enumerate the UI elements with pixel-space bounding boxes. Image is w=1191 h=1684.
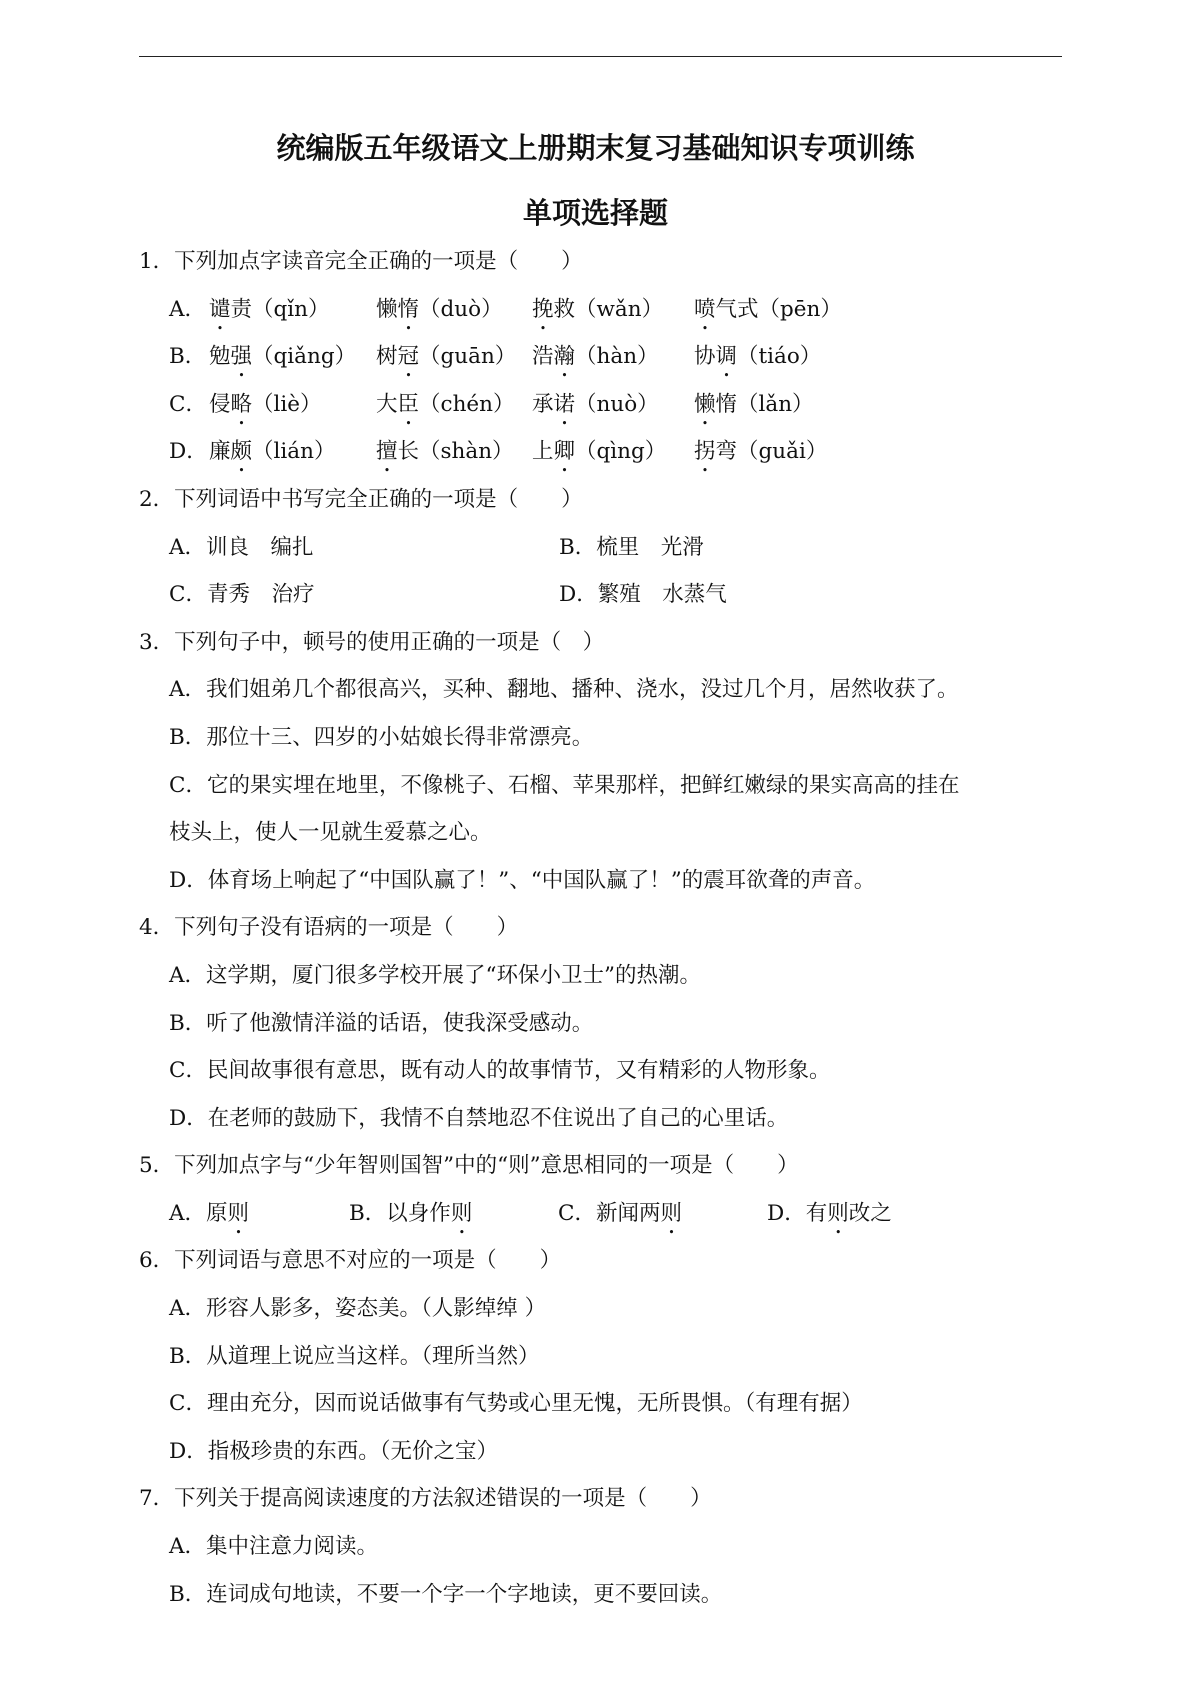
option-label: B． [169, 344, 207, 370]
pinyin-item [532, 333, 659, 382]
pinyin-item [532, 428, 666, 477]
question-7-option-a: A．集中注意力阅读。 [169, 1534, 379, 1560]
question-5-option-c [558, 1190, 682, 1239]
question-4-option-c: C．民间故事很有意思，既有动人的故事情节，又有精彩的人物形象。 [169, 1058, 831, 1084]
dotted-char: 喷 [694, 296, 716, 322]
pinyin-item [209, 286, 330, 335]
item-text: （tiáo） [737, 344, 822, 370]
dotted-char: 挽 [532, 296, 554, 322]
item-text: （guān） [419, 344, 517, 370]
pinyin-item [209, 381, 322, 430]
dotted-char: 瀚 [553, 344, 576, 370]
dotted-char: 诺 [553, 391, 576, 417]
pinyin-item [376, 381, 515, 430]
dotted-char: 略 [230, 391, 253, 417]
question-3-option-c: C．它的果实埋在地里，不像桃子、石榴、苹果那样，把鲜红嫩绿的果实高高的挂在 [169, 772, 960, 798]
question-3-option-a: A．我们姐弟几个都很高兴，买种、翻地、播种、浇水，没过几个月，居然收获了。 [169, 677, 959, 703]
question-5-option-a [169, 1190, 249, 1239]
item-text: 长（shàn） [397, 439, 514, 465]
item-text: 承 [532, 391, 554, 417]
question-5-stem: 5．下列加点字与“少年智则国智”中的“则”意思相同的一项是（ ） [139, 1153, 799, 1179]
question-7-stem: 7．下列关于提高阅读速度的方法叙述错误的一项是（ ） [139, 1486, 712, 1512]
question-5-options [0, 1190, 1191, 1238]
dotted-char: 惰 [397, 296, 420, 322]
question-2-option-a: A．训良 编扎 [169, 534, 314, 560]
item-text: （hàn） [575, 344, 659, 370]
item-text: （qiǎng） [252, 344, 357, 370]
question-6-option-d: D．指极珍贵的东西。（无价之宝） [169, 1438, 498, 1464]
option-label: A． [169, 296, 207, 322]
dotted-char: 谴 [209, 296, 231, 322]
item-text: 责（qǐn） [230, 296, 330, 322]
question-6-option-c: C．理由充分，因而说话做事有气势或心里无愧，无所畏惧。（有理有据） [169, 1391, 863, 1417]
header-rule [139, 56, 1062, 57]
dotted-char: 调 [715, 344, 738, 370]
dotted-char: 强 [230, 344, 253, 370]
item-text: 弯（guǎi） [715, 439, 828, 465]
pinyin-item [694, 286, 842, 335]
question-4-option-a: A．这学期，厦门很多学校开展了“环保小卫士”的热潮。 [169, 962, 702, 988]
option-text: D．有 [767, 1200, 828, 1226]
dotted-char: 臣 [397, 391, 420, 417]
question-2-option-b: B．梳里 光滑 [559, 534, 704, 560]
dotted-char: 冠 [397, 344, 420, 370]
question-list [0, 238, 1191, 1618]
pinyin-item [376, 333, 516, 382]
pinyin-item [694, 428, 827, 477]
option-label: D． [169, 439, 208, 465]
question-1-option-d [0, 428, 1191, 476]
question-6-option-b: B．从道理上说应当这样。（理所当然） [169, 1343, 540, 1369]
item-text: （duò） [419, 296, 503, 322]
pinyin-item [376, 286, 503, 335]
item-text: 上 [532, 439, 554, 465]
item-text: （liè） [252, 391, 322, 417]
option-text: C．新闻两 [558, 1200, 661, 1226]
item-text: （nuò） [575, 391, 659, 417]
question-2-option-c: C．青秀 治疗 [169, 582, 315, 608]
question-3-option-d: D．体育场上响起了“中国队赢了！”、“中国队赢了！”的震耳欲聋的声音。 [169, 867, 876, 893]
question-7-option-b: B．连词成句地读，不要一个字一个字地读，更不要回读。 [169, 1581, 723, 1607]
dotted-char: 则 [827, 1200, 849, 1226]
item-text: 大 [376, 391, 398, 417]
question-2-option-d: D．繁殖 水蒸气 [559, 582, 727, 608]
question-6-stem: 6．下列词语与意思不对应的一项是（ ） [139, 1248, 562, 1274]
item-text: （qìng） [575, 439, 667, 465]
dotted-char: 卿 [553, 439, 576, 465]
dotted-char: 则 [227, 1200, 250, 1226]
question-5-option-b [349, 1190, 472, 1239]
item-text: 惰（lǎn） [715, 391, 814, 417]
item-text: 树 [376, 344, 398, 370]
question-4-stem: 4．下列句子没有语病的一项是（ ） [139, 915, 519, 941]
pinyin-item [209, 428, 335, 477]
document-title: 统编版五年级语文上册期末复习基础知识专项训练 [276, 131, 915, 165]
question-1-option-c [0, 381, 1191, 429]
question-3-option-c-continued: 枝头上，使人一见就生爱慕之心。 [169, 820, 492, 846]
dotted-char: 则 [450, 1200, 473, 1226]
item-text: 浩 [532, 344, 554, 370]
option-text: 改之 [848, 1200, 892, 1226]
question-1-option-b [0, 333, 1191, 381]
question-4-option-d: D．在老师的鼓励下，我情不自禁地忍不住说出了自己的心里话。 [169, 1105, 789, 1131]
dotted-char: 拐 [694, 439, 716, 465]
item-text: 侵 [209, 391, 231, 417]
item-text: 救（wǎn） [553, 296, 664, 322]
dotted-char: 则 [660, 1200, 682, 1226]
question-1-stem: 1．下列加点字读音完全正确的一项是（ ） [139, 249, 583, 274]
question-2-stem: 2．下列词语中书写完全正确的一项是（ ） [139, 486, 583, 512]
pinyin-item [694, 333, 821, 382]
item-text: 懒 [376, 296, 398, 322]
question-3-option-b: B．那位十三、四岁的小姑娘长得非常漂亮。 [169, 724, 594, 750]
item-text: （chén） [419, 391, 515, 417]
pinyin-item [376, 428, 514, 477]
dotted-char: 懒 [694, 391, 716, 417]
item-text: 气式（pēn） [715, 296, 842, 322]
dotted-char: 颇 [230, 439, 253, 465]
question-4-option-b: B．听了他激情洋溢的话语，使我深受感动。 [169, 1010, 594, 1036]
question-3-stem: 3．下列句子中，顿号的使用正确的一项是（ ） [139, 629, 605, 655]
question-2-options-row-2 [0, 571, 1191, 619]
question-5-option-d [767, 1190, 892, 1239]
item-text: 廉 [209, 439, 231, 465]
pinyin-item [209, 333, 356, 382]
option-label: C． [169, 391, 207, 417]
section-title: 单项选择题 [522, 196, 668, 230]
option-text: B．以身作 [349, 1200, 451, 1226]
item-text: （lián） [252, 439, 336, 465]
item-text: 勉 [209, 344, 231, 370]
dotted-char: 擅 [376, 439, 398, 465]
question-2-options-row-1 [0, 524, 1191, 572]
question-6-option-a: A．形容人影多，姿态美。（人影绰绰 ） [169, 1296, 547, 1322]
question-1-option-a [0, 286, 1191, 334]
item-text: 协 [694, 344, 716, 370]
pinyin-item [532, 381, 659, 430]
pinyin-item [694, 381, 814, 430]
option-text: A．原 [169, 1200, 228, 1226]
pinyin-item [532, 286, 663, 335]
